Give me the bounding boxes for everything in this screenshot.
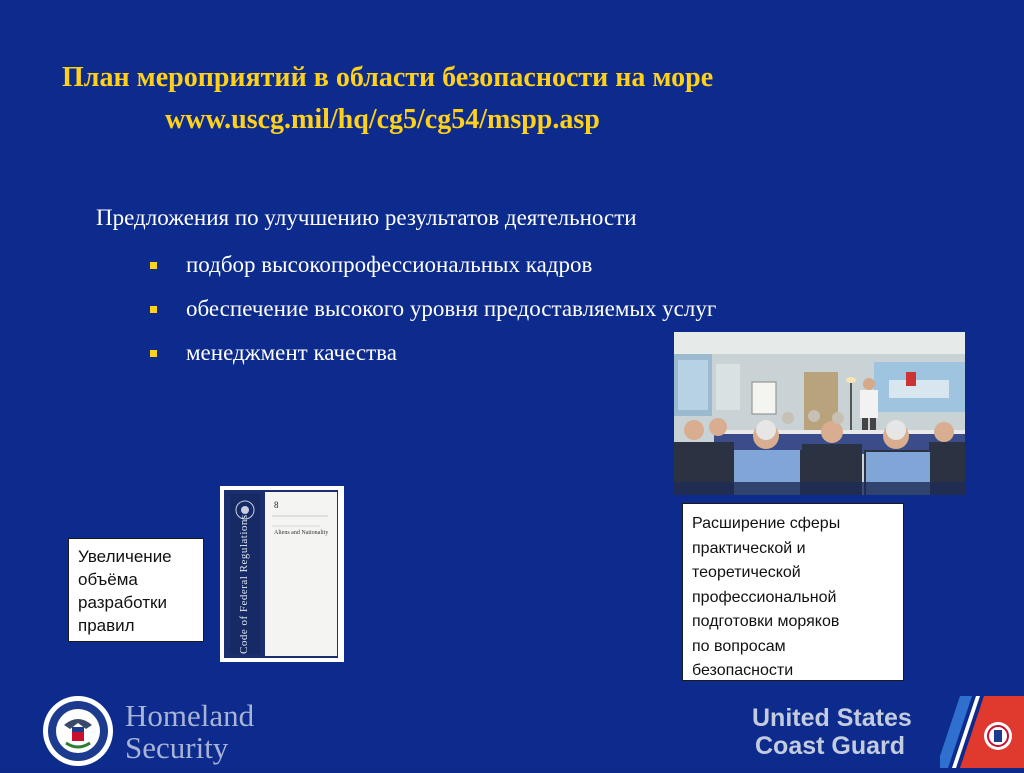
homeland-word: Homeland xyxy=(125,698,255,733)
square-bullet-icon xyxy=(150,350,157,357)
lead-text: Предложения по улучшению результатов деятельности xyxy=(96,205,637,230)
training-photo xyxy=(674,332,965,495)
security-word: Security xyxy=(125,730,229,765)
book-spine-title: Code of Federal Regulations xyxy=(238,514,250,654)
training-callout: Расширение сферы практической и теоретической профессиональной подготовки моряков по вопросам безопасности xyxy=(682,503,904,681)
slide-url: www.uscg.mil/hq/cg5/cg54/mspp.asp xyxy=(165,104,600,135)
uscg-line1: United States xyxy=(752,704,912,732)
book-subtitle: Aliens and Nationality xyxy=(274,530,329,536)
uscg-line2: Coast Guard xyxy=(755,732,906,760)
square-bullet-icon xyxy=(150,262,157,269)
bullet-text: менеджмент качества xyxy=(186,340,397,365)
bullet-text: подбор высокопрофессиональных кадров xyxy=(186,252,593,277)
dhs-seal-icon xyxy=(42,695,114,767)
rules-callout: Увеличение объёма разработки правил xyxy=(68,538,204,642)
bullet-text: обеспечение высокого уровня предоставляемых услуг xyxy=(186,296,717,321)
uscg-stripe-icon xyxy=(940,696,1024,768)
square-bullet-icon xyxy=(150,306,157,313)
slide-title: План мероприятий в области безопасности на море xyxy=(62,62,714,93)
cfr-book-image xyxy=(220,486,344,662)
book-number: 8 xyxy=(274,500,279,510)
